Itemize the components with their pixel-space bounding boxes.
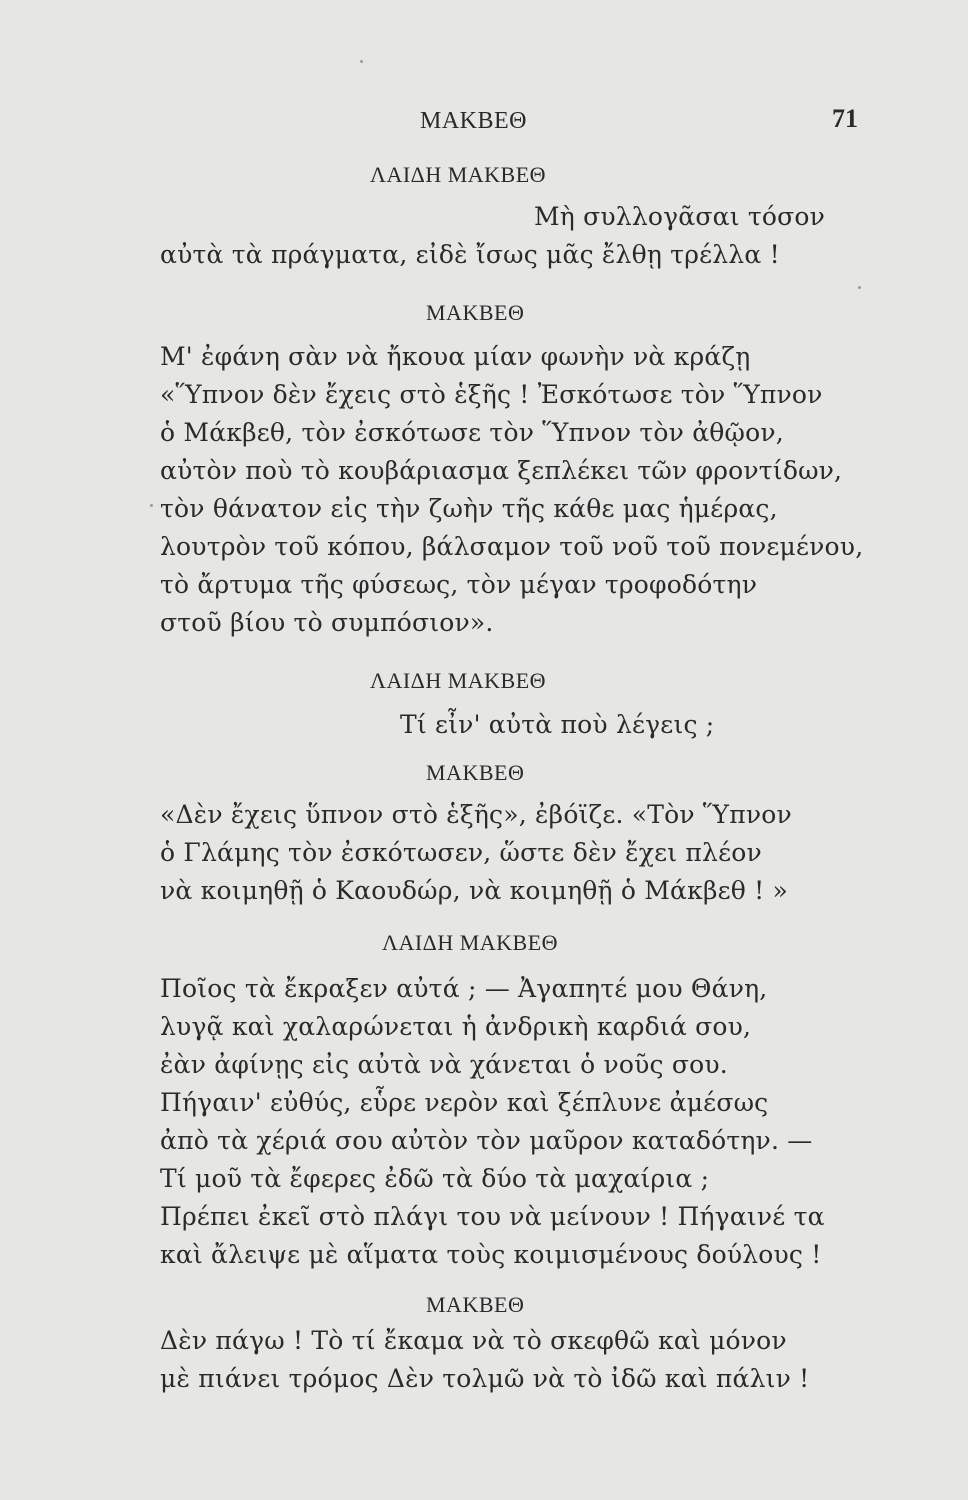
verse-line: Πρέπει ἐκεῖ στὸ πλάγι του νὰ μείνουν ! Πήγαινέ τα	[160, 1202, 825, 1231]
verse-line: λουτρὸν τοῦ κόπου, βάλσαμον τοῦ νοῦ τοῦ πονεμένου,	[160, 532, 864, 561]
speaker-label: ΜΑΚΒΕΘ	[426, 760, 525, 785]
verse-line: Τί μοῦ τὰ ἔφερες ἐδῶ τὰ δύο τὰ μαχαίρια ;	[160, 1164, 710, 1193]
paper-speck	[150, 504, 153, 507]
verse-line: καὶ ἄλειψε μὲ αἵματα τοὺς κοιμισμένους δούλους !	[160, 1240, 822, 1269]
verse-line: «Δὲν ἔχεις ὕπνον στὸ ἑξῆς», ἐβόϊζε. «Τὸν Ὕπνον	[160, 800, 792, 829]
speaker-label: ΛΑΙΔΗ ΜΑΚΒΕΘ	[382, 930, 559, 955]
verse-line: Τί εἶν' αὐτὰ ποὺ λέγεις ;	[400, 710, 715, 739]
verse-line: Δὲν πάγω ! Τὸ τί ἔκαμα νὰ τὸ σκεφθῶ καὶ μόνον	[160, 1326, 787, 1355]
verse-line: Πήγαιν' εὐθύς, εὗρε νερὸν καὶ ξέπλυνε ἀμέσως	[160, 1088, 769, 1117]
page-number: 71	[832, 104, 858, 133]
verse-line: αὐτὰ τὰ πράγματα, εἰδὲ ἴσως μᾶς ἔλθῃ τρέλλα !	[160, 240, 780, 269]
speaker-label: ΜΑΚΒΕΘ	[426, 300, 525, 325]
verse-line: Μὴ συλλογᾶσαι τόσον	[534, 202, 826, 231]
verse-line: στοῦ βίου τὸ συμπόσιον».	[160, 608, 494, 637]
verse-line: Μ' ἐφάνη σὰν νὰ ἤκουα μίαν φωνὴν νὰ κράζῃ	[160, 342, 751, 371]
verse-line: Ποῖος τὰ ἔκραξεν αὐτά ; — Ἀγαπητέ μου Θάνη,	[160, 974, 768, 1003]
speaker-label: ΛΑΙΔΗ ΜΑΚΒΕΘ	[370, 162, 547, 187]
verse-line: μὲ πιάνει τρόμος Δὲν τολμῶ νὰ τὸ ἰδῶ καὶ πάλιν !	[160, 1364, 810, 1393]
verse-line: αὐτὸν ποὺ τὸ κουβάριασμα ξεπλέκει τῶν φροντίδων,	[160, 456, 843, 485]
speaker-label: ΛΑΙΔΗ ΜΑΚΒΕΘ	[370, 668, 547, 693]
running-header-title: ΜΑΚΒΕΘ	[420, 108, 528, 134]
verse-line: ὁ Γλάμης τὸν ἐσκότωσεν, ὥστε δὲν ἔχει πλέον	[160, 838, 762, 867]
paper-speck	[858, 286, 861, 289]
paper-speck	[360, 60, 363, 63]
verse-line: νὰ κοιμηθῇ ὁ Καουδώρ, νὰ κοιμηθῇ ὁ Μάκβεθ ! »	[160, 876, 789, 905]
verse-line: τὸν θάνατον εἰς τὴν ζωὴν τῆς κάθε μας ἡμέρας,	[160, 494, 778, 523]
verse-line: τὸ ἄρτυμα τῆς φύσεως, τὸν μέγαν τροφοδότην	[160, 570, 758, 599]
verse-line: λυγᾷ καὶ χαλαρώνεται ἡ ἀνδρικὴ καρδιά σου,	[160, 1012, 752, 1041]
speaker-label: ΜΑΚΒΕΘ	[426, 1292, 525, 1317]
verse-line: «Ὕπνον δὲν ἔχεις στὸ ἑξῆς ! Ἐσκότωσε τὸν Ὕπνον	[160, 380, 823, 409]
verse-line: ἐὰν ἀφίνῃς εἰς αὐτὰ νὰ χάνεται ὁ νοῦς σου.	[160, 1050, 728, 1079]
verse-line: ἀπὸ τὰ χέριά σου αὐτὸν τὸν μαῦρον καταδότην. —	[160, 1126, 813, 1155]
verse-line: ὁ Μάκβεθ, τὸν ἐσκότωσε τὸν Ὕπνον τὸν ἀθῷον,	[160, 418, 784, 447]
